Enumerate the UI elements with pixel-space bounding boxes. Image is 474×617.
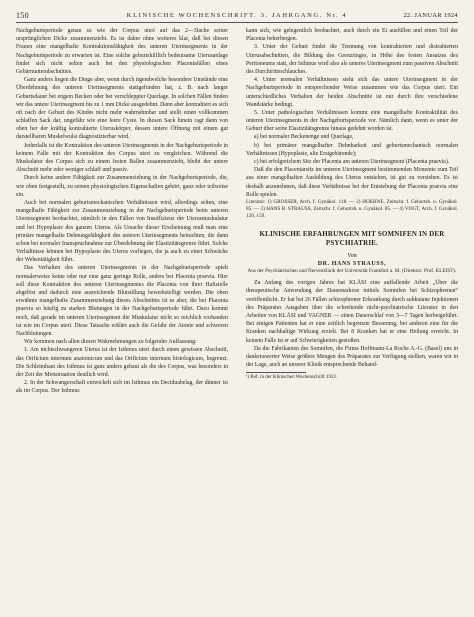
right-paragraph: kann sich, wie gelegentlich beobachtet, auch durch ein Ei ausfüllen und einen Teil der Placenta beherbergen. [246,28,458,43]
literature-list: Literatur: 1) GROSSER, Arch. f. Gynäkol. 118. — 2) HOEHNE, Zeitschr. f. Geburtsh. u. Gynäkol. 85. — 3) HANS R. STRAUSS, Zeitschr. f. Geburtsh. u. Gynäkol. 85. — 4) VOGT, Arch. f. Gynäkol. 120, 159. [246,198,458,220]
left-paragraph: Das Verhalten des unteren Uterinsegments in der Nachgeburtsperiode spielt normalerweise keine oder nur eine ganz geringe Rolle, anders bei Placenta praevia. Hier soll diese Kontraktion des unteren Uterinsegmentes die Placenta von ihrer Haftstelle abgelöst und dadurch eine ausreichende Blutstillung bewerkstelligt werden. Die oben erwähnte mangelhafte Zusammenziehung dieses Abschnittes ist es aber, die bei Placenta praevia so häufig zu starken Blutungen in der Nachgeburtsperiode führt. Dazu kommt noch, daß gerade im unteren Uterinsegment die Muskulatur nicht so reichlich vorhanden ist wie im Corpus uteri. Diese Tatsache erklärt auch die Gefahr der Atonie und schweren Nachblutungen. [16,265,228,337]
left-paragraph: Durch keine andere Fähigkeit zur Zusammenziehung in der Nachgeburtsperiode, die, wie oben festgestellt, zu seinen physiologischen Eigenschaften gehört, ganz oder teilweise ein. [16,175,228,198]
right-paragraph: 5. Unter pathologischen Verhältnissen kommt eine mangelhafte Kontraktilität des unteren Uterinsegments in der Nachgeburtsperiode vor. Nämlich dann, wenn es unter der Geburt über seine Elastizitätsgrenze hinaus gedehnt worden ist. [246,109,458,133]
right-paragraph: Daß die den Placentarsitz im unteren Uterinsegment bestimmenden Momente zum Teil aus einer mangelhaften Ausbildung des Uterus entstehen, ist gut zu verstehen. Es ist deshalb anzunehmen, daß diese Verhältnisse bei der Entstehung der Placenta praevia eine Rolle spielen. [246,167,458,198]
left-paragraph: Nachgeburtsperiode genau so wie der Corpus uteri auf das 2—3fache seiner ursprünglichen Dicke zusammenzieht. Es ist daher ohne weiteres klar, daß bei diesen Frauen eine mangelhafte Kontraktionsfähigkeit des unteren Uterinsegments in der Nachgeburtsperiode zu erwarten ist. Eine solche geburtshilflich bedeutsame Uterusanlage findet sich nicht selten auch bei den physiologischen Placentafällen eines Gebärmutterabschnittes. [16,28,228,75]
right-paragraph: 3. Unter der Geburt findet die Trennung von kontrahierten und distrahierten Uterusabschnitten, die Bildung des Grenzringes, in Höhe des festen Ansatzes des Peritoneums statt, der Isthmus wird also als unteres Uterinsegment zum passiven Abschnitt des Durchtrittsschlauches. [246,44,458,75]
article-von: Von [347,253,357,260]
footnote: ¹) Ref. in der Klinischen Wochenschrift 1922. [246,375,338,381]
left-paragraph: Ganz anders liegen die Dinge aber, wenn durch irgendwelche besondere Umstände eine Überdehnung des unteren Uterinsegments stattgefunden hat, z. B. nach langer Geburtsdauer bei engem Becken oder bei verschleppter Querlage. In solchen Fällen finden wir das untere Uterinsegment bis zu 1 mm Dicke ausgedehnt. Dann aber kontrahiert es sich oft nach der Geburt des Kindes nicht mehr wahrnehmbar und stellt einen vollkommen schlaffen Sack dar, ungefähr wie eine leere Cyste. In diesen Sack hinein ragt dann von oben her der kräftig kontrahierte Uteruskörper, dessen untere Öffnung mit einem gut darstellbaren Muskelwulst diagnostizierbar wird. [16,77,228,141]
article-author: DR. HANS STRAUSS, [317,261,387,268]
page-number: 150 [16,11,29,20]
left-paragraph: Wir kommen nach allen diesen Wahrnehmungen zu folgender Auffassung: [24,339,197,346]
article-title: KLINISCHE ERFAHRUNGEN MIT SOMNIFEN IN DER PSYCHIATRIE. [259,230,445,248]
article-institution: Aus der Psychiatrischen und Nervenklinik der Universität Frankfurt a. M. (Direktor: Prof. KLEIST). [247,268,457,275]
right-paragraph: b) bei primärer mangelhafter Dehnbarkeit und geburtsmechanisch normalen Verhältnissen (Hypoplasie, alte Erstgebärende); [246,142,458,157]
right-column [246,27,458,612]
right-paragraph: 4. Unter normalen Verhältnissen sieht sich das untere Uterinsegment in der Nachgeburtsperiode in entsprechender Weise zusammen wie das Corpus uteri. Ein unterschiedliches Verhalten der beiden Abschnitte ist nur durch ihre verschiedene Wandstärke bedingt. [246,77,458,108]
left-column [16,27,228,612]
left-paragraph: 1. Am nichtschwangeren Uterus ist der Isthmus uteri durch einen gewissen Abschnitt, das Orificium internum anatomicum und das Orificium internum histologicum, begrenzt. Die Schleimhaut des Isthmus ist ganz anders gebaut als die des Corpus, was besonders in der Zeit der Menstruation deutlich wird. [16,347,228,378]
left-paragraph: Auch bei normalen geburtsmechanischen Verhältnissen wird, allerdings selten, eine mangelhafte Fähigkeit zur Zusammenziehung in der Nachgeburtsperiode beim unteren Uterinsegment beobachtet, nämlich in den Fällen von Insuffizienz der Uterusmuskulatur und bei Hypoplasie des ganzen Uterus. Als Ursache dieser Erscheinung muß man eine primäre mangelhafte Dehnungsfähigkeit des unteren Uterinsegments betrachten, die dann schon bei normaler Inanspruchnahme zur Überdehnung der Elastizitätsgrenze führt. Solche Verhältnisse können bei Hypoplasie des Uterus vorliegen, die ja auch zu einer Schwäche der Wehentätigkeit führt. [16,199,228,264]
left-paragraph: Jedenfalls ist die Kontraktion des unteren Uterinsegments in der Nachgeburtsperiode in keinem Falle mit der Kontraktion des Corpus uteri zu vergleichen. Während die Muskulatur des Corpus sich zu einem festen Ballen zusammenzieht, bleibt der untere Abschnitt mehr oder weniger schlaff und passiv. [16,142,228,174]
right-paragraph: c) bei erfolgreichem Sitz der Placenta am unteren Uterinsegment (Placenta praevia). [254,159,450,165]
journal-title: KLINISCHE WOCHENSCHRIFT. 3. JAHRGANG. Nr. 4 [126,12,348,19]
footnote-rule [246,372,306,373]
article-paragraph: Da die Fabrikanten des Somnifen, die Firma Hoffmann-La Roche A.-G. (Basel) uns in dankenswerter Weise größere Mengen des Präparates zur Verfügung stellten, waren wir in der Lage, auch an unserer Klinik entsprechende Behand- [246,345,458,369]
header-rule [16,22,458,23]
article-paragraph: Zu Anfang des vorigen Jahres hat KLÄSI eine auffallende Arbeit „Über die therapeutische Anwendung der Dauernarkose mittels Somnifen bei Schizophrenen“ veröffentlicht. Er hat bei 26 Fällen schizophrener Erkrankung durch subkutane Injektionen des Präparates Ausgaben über die schreitende nicht-psychiatrische Literatur in den Arbeiten von KLÄSI und VAGNER — einen Dauerschlaf von 3—7 Tagen herbeigeführt. Bei einigen Patienten hat er eine zeitlich begrenzte Besserung, bei anderen eine für die Kranken nachhaltige Wirkung erzielt. Bei 8 Kranken hat er eine Heilung erreicht. In keinem Falle ist er auf Schwierigkeiten gestoßen. [246,280,458,344]
issue-date: 22. JANUAR 1924 [403,12,458,19]
right-paragraph: a) bei normaler Beckenenge und Querlage, [254,134,354,141]
left-paragraph: 2. In der Schwangerschaft entwickelt sich im Isthmus ein Deciduabelag, der dünner ist als im Corpus. Der Isthmus [16,380,228,395]
